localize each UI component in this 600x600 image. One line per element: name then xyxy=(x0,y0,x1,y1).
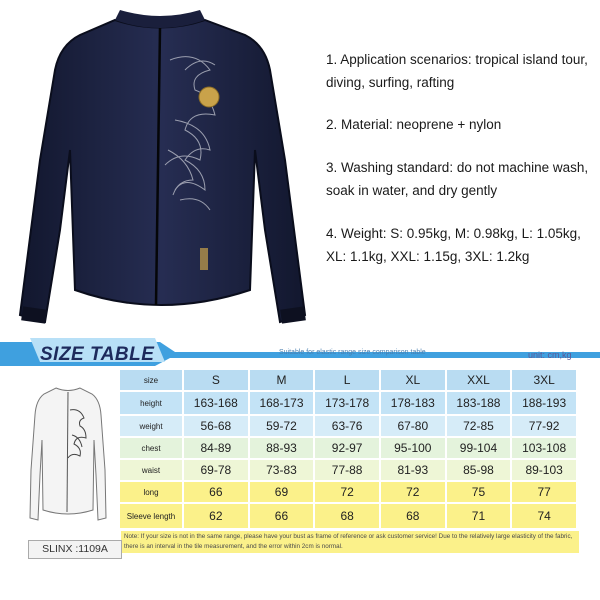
size-l: L xyxy=(315,370,379,390)
header-label: size xyxy=(120,370,182,390)
table-row xyxy=(120,392,576,414)
table-cell: 85-98 xyxy=(447,460,511,480)
table-cell: 168-173 xyxy=(250,392,314,414)
model-number: SLINX :1109A xyxy=(28,540,122,559)
unit-label: unit: cm,kg xyxy=(528,350,572,360)
table-cell: 68 xyxy=(315,504,379,528)
row-label: weight xyxy=(120,416,182,436)
table-row xyxy=(120,482,576,502)
row-label: height xyxy=(120,392,182,414)
size-note: Note: If your size is not in the same range, please have your bust as frame of reference or ask customer service! Due to the relatively large elasticity of the fabric, there is an interval in the tile measurement, and the error within 2cm is normal. xyxy=(121,531,579,553)
table-cell: 71 xyxy=(447,504,511,528)
spec-list xyxy=(326,48,596,288)
table-cell: 69-78 xyxy=(184,460,248,480)
table-cell: 72 xyxy=(315,482,379,502)
table-cell: 72 xyxy=(381,482,445,502)
table-cell: 84-89 xyxy=(184,438,248,458)
table-row xyxy=(120,504,576,528)
size-table xyxy=(118,368,578,530)
table-cell: 173-178 xyxy=(315,392,379,414)
table-cell: 66 xyxy=(184,482,248,502)
spec-washing: 3. Washing standard: do not machine wash, soak in water, and dry gently xyxy=(326,160,589,198)
size-s: S xyxy=(184,370,248,390)
jacket-sketch xyxy=(28,380,108,530)
table-cell: 89-103 xyxy=(512,460,576,480)
table-cell: 95-100 xyxy=(381,438,445,458)
table-cell: 103-108 xyxy=(512,438,576,458)
size-header-row xyxy=(120,370,576,390)
jacket-photo xyxy=(0,0,315,340)
table-cell: 77 xyxy=(512,482,576,502)
table-cell: 74 xyxy=(512,504,576,528)
table-cell: 59-72 xyxy=(250,416,314,436)
table-cell: 178-183 xyxy=(381,392,445,414)
spec-application: 1. Application scenarios: tropical island tour, diving, surfing, rafting xyxy=(326,52,588,90)
table-cell: 66 xyxy=(250,504,314,528)
table-cell: 99-104 xyxy=(447,438,511,458)
spec-material: 2. Material: neoprene + nylon xyxy=(326,117,502,132)
table-cell: 188-193 xyxy=(512,392,576,414)
table-cell: 68 xyxy=(381,504,445,528)
row-label: long xyxy=(120,482,182,502)
table-row xyxy=(120,416,576,436)
table-cell: 183-188 xyxy=(447,392,511,414)
table-cell: 72-85 xyxy=(447,416,511,436)
table-cell: 77-92 xyxy=(512,416,576,436)
spec-weight: 4. Weight: S: 0.95kg, M: 0.98kg, L: 1.05kg, XL: 1.1kg, XXL: 1.15g, 3XL: 1.2kg xyxy=(326,226,581,264)
size-table-title: SIZE TABLE xyxy=(40,344,155,365)
size-xxl: XXL xyxy=(447,370,511,390)
table-cell: 56-68 xyxy=(184,416,248,436)
table-cell: 92-97 xyxy=(315,438,379,458)
table-cell: 75 xyxy=(447,482,511,502)
row-label: chest xyxy=(120,438,182,458)
size-m: M xyxy=(250,370,314,390)
table-cell: 77-88 xyxy=(315,460,379,480)
table-cell: 69 xyxy=(250,482,314,502)
size-xl: XL xyxy=(381,370,445,390)
table-cell: 81-93 xyxy=(381,460,445,480)
table-cell: 73-83 xyxy=(250,460,314,480)
row-label: Sleeve length xyxy=(120,504,182,528)
table-cell: 62 xyxy=(184,504,248,528)
table-cell: 88-93 xyxy=(250,438,314,458)
table-cell: 63-76 xyxy=(315,416,379,436)
size-3xl: 3XL xyxy=(512,370,576,390)
row-label: waist xyxy=(120,460,182,480)
table-cell: 67-80 xyxy=(381,416,445,436)
table-cell: 163-168 xyxy=(184,392,248,414)
table-row xyxy=(120,460,576,480)
size-table-subtitle: Suitable for elastic range size comparison table xyxy=(279,349,426,356)
table-row xyxy=(120,438,576,458)
